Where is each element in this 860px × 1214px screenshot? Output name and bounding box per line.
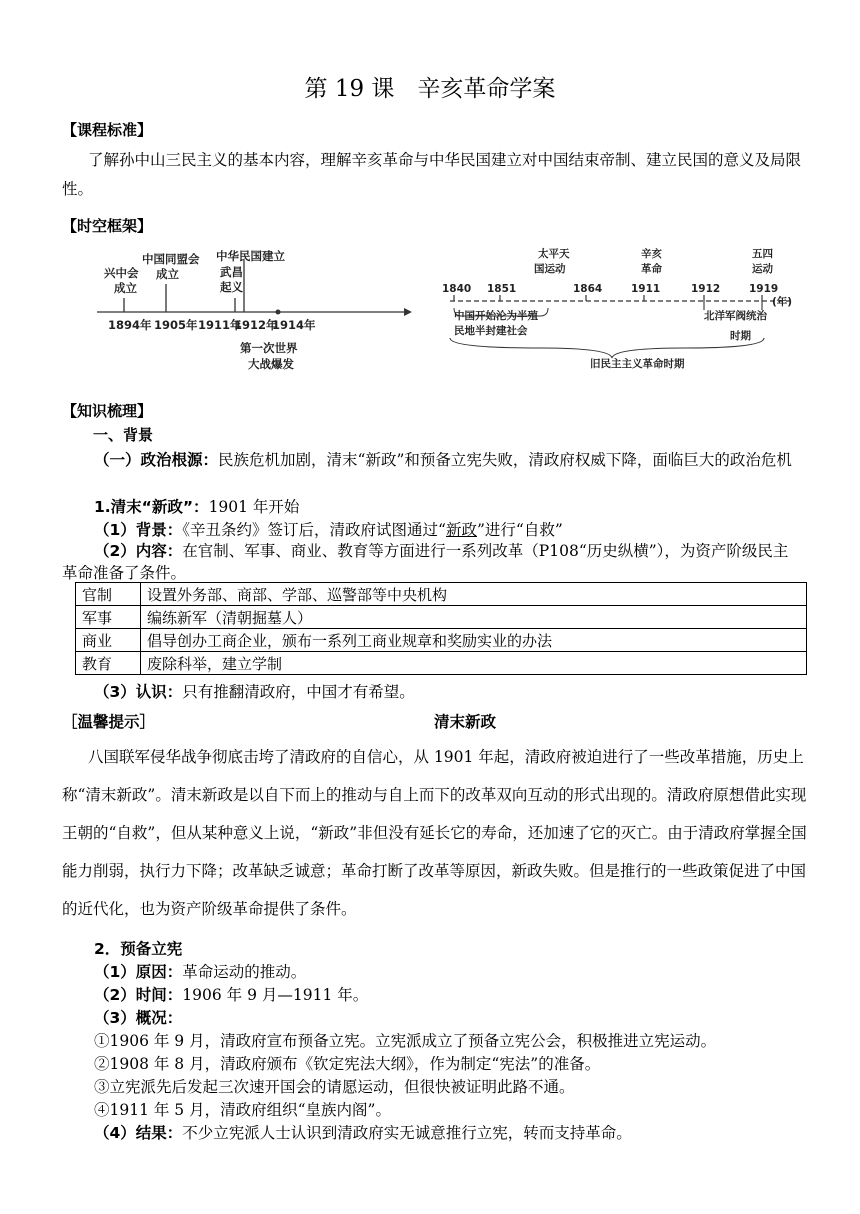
event-label: 第一次世界 (240, 341, 298, 355)
event-label: 中华民国建立 (216, 249, 285, 263)
page-title: 第 19 课 辛亥革命学案 (304, 76, 556, 102)
reason-label: （1）原因： (94, 963, 183, 981)
tick-label: 1894年 (108, 318, 152, 332)
constitution-time (94, 983, 368, 1005)
tick-label: 1912年 (234, 318, 278, 332)
event-label: 成立 (156, 267, 179, 281)
curriculum-standard-text: 了解孙中山三民主义的基本内容，理解辛亥革命与中华民国建立对中国结束帝制、建立民国的意义及局限性。 (62, 151, 802, 198)
period-label: 时期 (730, 330, 751, 342)
table-cell: 商业 (76, 629, 141, 652)
heading-curriculum-standard: 【课程标准】 (62, 121, 153, 139)
background-underlined: 新政 (445, 521, 477, 539)
time-label: （2）时间： (94, 986, 183, 1004)
heading-timeframe: 【时空框架】 (62, 217, 153, 235)
event-label: 武昌 (220, 265, 243, 279)
timeline-right (440, 240, 805, 375)
period-label: 北洋军阀统治 (704, 310, 767, 322)
new-policy-heading (94, 495, 299, 517)
table-cell: 军事 (76, 606, 141, 629)
period-label: 民地半封建社会 (454, 325, 528, 337)
tick-label: 1912 (691, 283, 721, 295)
reason-text: 革命运动的推动。 (182, 963, 307, 981)
event-label: 国运动 (534, 263, 566, 275)
constitution-heading: 2．预备立宪 (94, 940, 183, 958)
new-policy-content (62, 540, 802, 584)
timeline-left (92, 240, 422, 375)
tick-label: 1914年 (272, 318, 316, 332)
tip-text: 八国联军侵华战争彻底击垮了清政府的自信心，从 1901 年起，清政府被迫进行了一些改革措施，历史上称“清末新政”。清末新政是以自下而上的推动与自上而下的改革双向互动的形式出现的。清政府原想借此实现王朝的“自救”，但从某种意义上说，“新政”非但没有延长它的寿命，还加速了它的灭亡。由于清政府掌握全国能力削弱，执行力下降；改革缺乏诚意；革命打断了改革等原因，新政失败。但是推行的一些政策促进了中国的近代化，也为资产阶级革命提供了条件。 (62, 748, 807, 918)
section-background-heading: 一、背景 (93, 426, 154, 444)
table-cell: 教育 (76, 652, 141, 675)
event-label: 革命 (641, 263, 662, 275)
result-label: （4）结果： (94, 1124, 183, 1142)
tick-label: 1905年 (154, 318, 198, 332)
heading-knowledge: 【知识梳理】 (62, 402, 153, 420)
period-label: 中国开始沦为半殖 (454, 310, 538, 322)
event-label: 中国同盟会 (142, 252, 200, 266)
constitution-reason (94, 960, 306, 982)
new-policy-text: 1901 年开始 (208, 498, 300, 516)
period-label: 旧民主主义革命时期 (590, 358, 685, 370)
background-text: 《辛丑条约》签订后，清政府试图通过“ (182, 521, 446, 539)
table-cell: 官制 (76, 583, 141, 606)
axis-unit: (年) (772, 296, 793, 308)
table-cell: 编练新军（清朝掘墓人） (141, 606, 807, 629)
tick-label: 1911年 (198, 318, 242, 332)
constitution-result (94, 1121, 632, 1143)
tick-label: 1864 (573, 283, 603, 295)
table-cell: 倡导创办工商企业，颁布一系列工商业规章和奖励实业的办法 (141, 629, 807, 652)
recognition-label: （3）认识： (94, 683, 183, 701)
overview-item: ③立宪派先后发起三次速开国会的请愿运动，但很快被证明此路不通。 (94, 1078, 575, 1096)
overview-item: ②1908 年 8 月，清政府颁布《钦定宪法大纲》，作为制定“宪法”的准备。 (94, 1055, 601, 1073)
event-label: 辛亥 (641, 248, 662, 260)
event-label: 兴中会 (104, 266, 139, 280)
background-text-end: ”进行“自救” (477, 521, 563, 539)
political-roots-label: （一）政治根源： (94, 451, 219, 469)
event-label: 大战爆发 (248, 357, 294, 371)
event-label: 起义 (220, 280, 243, 294)
event-label: 太平天 (538, 248, 570, 260)
background-label: （1）背景： (94, 521, 183, 539)
tip-label: ［温馨提示］ (62, 713, 156, 731)
result-text: 不少立宪派人士认识到清政府实无诚意推行立宪，转而支持革命。 (182, 1124, 632, 1142)
table-row (76, 629, 807, 652)
new-policy-label: 1.清末“新政”： (94, 498, 209, 516)
recognition-text: 只有推翻清政府，中国才有希望。 (182, 683, 415, 701)
table-row (76, 583, 807, 606)
event-label: 运动 (752, 263, 773, 275)
recognition-line (94, 680, 415, 702)
reform-table (75, 582, 807, 675)
content-label: （2）内容： (94, 542, 183, 560)
political-roots-paragraph (62, 449, 802, 471)
overview-item: ④1911 年 5 月，清政府组织“皇族内阁”。 (94, 1101, 391, 1119)
event-label: 成立 (114, 281, 137, 295)
political-roots-text: 民族危机加剧，清末“新政”和预备立宪失败，清政府权威下降，面临巨大的政治危机 (218, 451, 792, 469)
overview-label: （3）概况： (94, 1009, 183, 1027)
time-text: 1906 年 9 月—1911 年。 (182, 986, 369, 1004)
overview-item: ①1906 年 9 月，清政府宣布预备立宪。立宪派成立了预备立宪公会，积极推进立宪运动。 (94, 1032, 717, 1050)
event-label: 五四 (752, 248, 773, 260)
new-policy-background (94, 518, 563, 540)
content-text: 在官制、军事、商业、教育等方面进行一系列改革（P108“历史纵横”），为资产阶级民主革命准备了条件。 (62, 542, 789, 582)
tick-label: 1911 (631, 283, 661, 295)
table-cell: 废除科举，建立学制 (141, 652, 807, 675)
table-row (76, 606, 807, 629)
table-row (76, 652, 807, 675)
tick-label: 1919 (749, 283, 779, 295)
tip-title: 清末新政 (434, 713, 497, 731)
tick-label: 1840 (442, 283, 472, 295)
table-cell: 设置外务部、商部、学部、巡警部等中央机构 (141, 583, 807, 606)
tick-label: 1851 (487, 283, 517, 295)
